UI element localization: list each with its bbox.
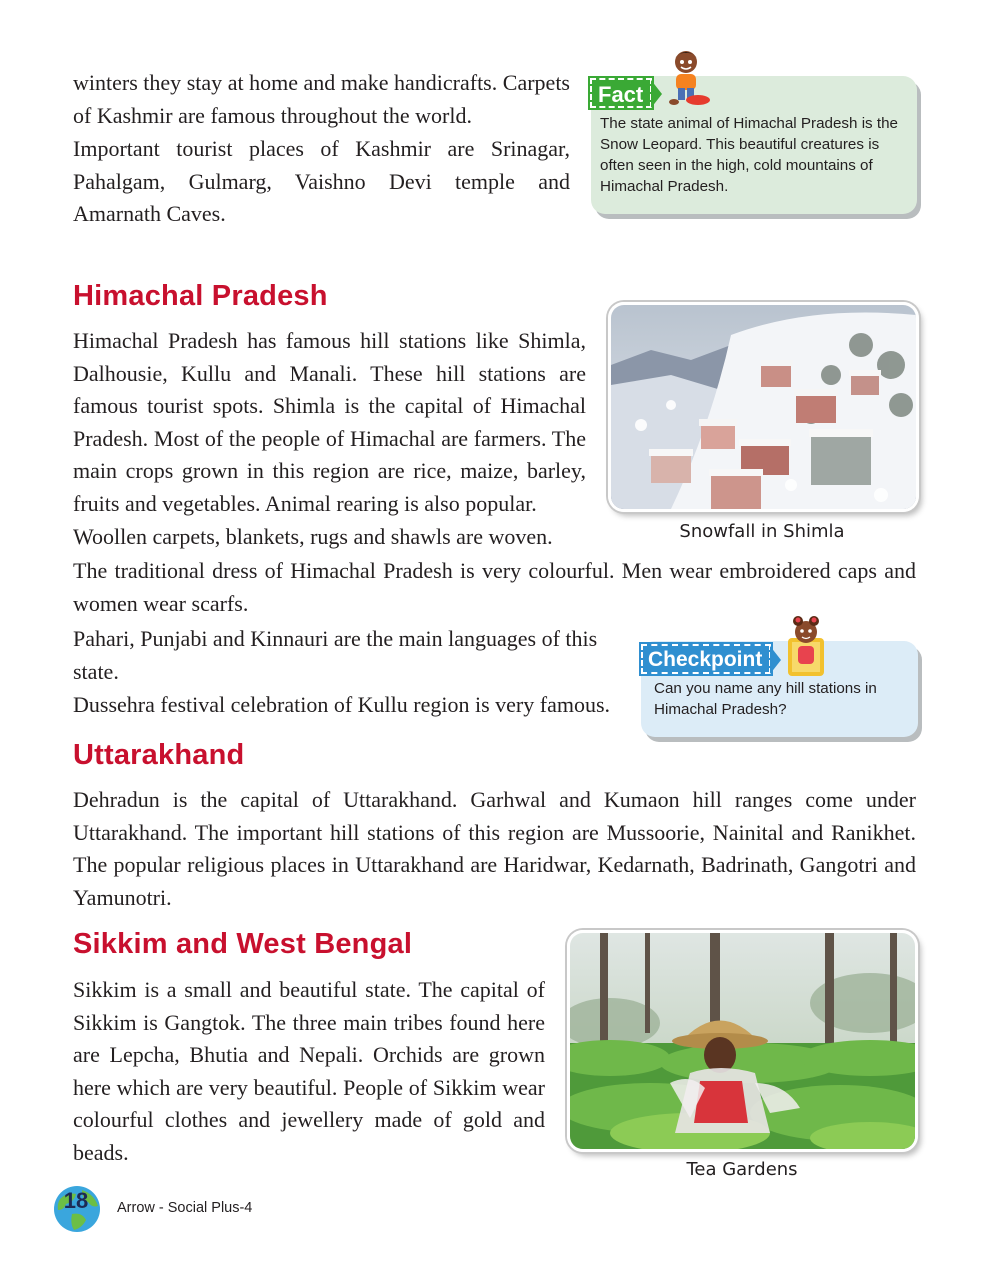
heading-uttarakhand: Uttarakhand <box>73 739 245 771</box>
uttarakhand-section <box>73 784 916 914</box>
sikkim-paragraph: Sikkim is a small and beautiful state. The capital of Sikkim is Gangtok. The three main tribes found here are Lepcha, Bhutia and Nepali. Orchids are grown here which are very beautiful. People of Sikkim wear colourful clothes and jewellery made of gold and beads. <box>73 977 545 1165</box>
intro-section <box>73 67 570 231</box>
himachal-languages-section <box>73 623 623 722</box>
himachal-paragraph-1: Himachal Pradesh has famous hill stations like Shimla, Dalhousie, Kullu and Manali. These hill stations are famous tourist spots. Shimla is the capital of Himachal Pradesh. Most of the people of Himachal are farmers. The main crops grown in this region are rice, maize, barley, fruits and vegetables. Animal rearing is also popular. <box>73 328 586 516</box>
cartoon-boy-icon <box>662 48 712 110</box>
footer-book-title: Arrow - Social Plus-4 <box>117 1200 253 1216</box>
page-number: 18 <box>63 1188 89 1213</box>
himachal-paragraph-2: Woollen carpets, blankets, rugs and shawls are woven. <box>73 524 553 549</box>
cartoon-girl-icon <box>784 612 828 678</box>
tea-garden-caption: Tea Gardens <box>686 1159 798 1180</box>
himachal-paragraph-4: Pahari, Punjabi and Kinnauri are the main languages of this state. <box>73 626 598 684</box>
himachal-paragraph-5: Dussehra festival celebration of Kullu region is very famous. <box>73 692 611 717</box>
sikkim-section <box>73 974 545 1169</box>
fact-label: Fact <box>590 78 652 108</box>
checkpoint-question: Can you name any hill stations in Himachal Pradesh? <box>654 680 877 718</box>
shimla-photo-caption: Snowfall in Shimla <box>679 521 845 542</box>
shimla-snowfall-photo <box>608 302 919 512</box>
himachal-section <box>73 325 586 554</box>
uttarakhand-paragraph: Dehradun is the capital of Uttarakhand. Garhwal and Kumaon hill ranges come under Uttarakhand. The important hill stations of this region are Mussoorie, Nainital and Ranikhet. The popular religious places in Uttarakhand are Haridwar, Kedarnath, Badrinath, Gangotri and Yamunotri. <box>73 787 916 910</box>
checkpoint-tag-arrow-icon <box>770 646 782 674</box>
heading-himachal-pradesh: Himachal Pradesh <box>73 280 328 312</box>
intro-paragraph-1: winters they stay at home and make handicrafts. Carpets of Kashmir are famous throughout the world. <box>73 70 570 128</box>
tea-garden-photo <box>567 930 918 1152</box>
heading-sikkim-west-bengal: Sikkim and West Bengal <box>73 928 413 960</box>
himachal-dress-section <box>73 555 916 620</box>
checkpoint-label: Checkpoint <box>641 644 771 674</box>
intro-paragraph-2: Important tourist places of Kashmir are Srinagar, Pahalgam, Gulmarg, Vaishno Devi temple and Amarnath Caves. <box>73 136 570 226</box>
fact-text: The state animal of Himachal Pradesh is the Snow Leopard. This beautiful creatures is often seen in the high, cold mountains of Himachal Pradesh. <box>600 115 898 195</box>
himachal-paragraph-3: The traditional dress of Himachal Pradesh is very colourful. Men wear embroidered caps and women wear scarfs. <box>73 558 916 616</box>
